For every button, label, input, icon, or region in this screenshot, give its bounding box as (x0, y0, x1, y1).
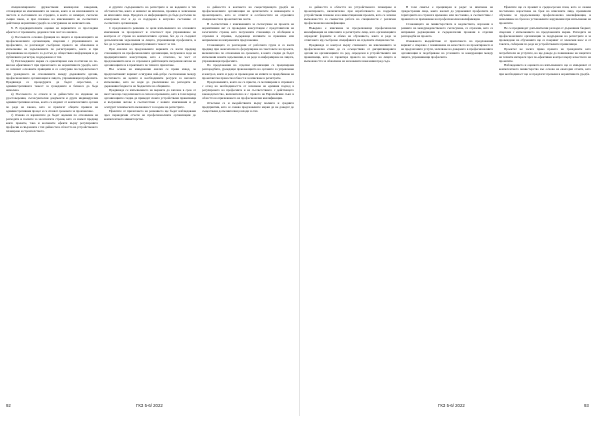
paragraph: Очакваното въздействие от прилагането на предложения вариант е свързано с повишаване на качеството на проектирането и на предлаганите услуги, засилване на доверието в професионалните организации и подобряване на условията за конкуренция между лицата, упражняващи професията. (401, 38, 493, 59)
paragraph: Не се предвиждат допълнителни разходи от държавния бюджет, свързани с изпълнението на предложените мерки. Разходите на професионалните организации за поддържане на регистрите и за провеждане на обученията ще се покриват от членския внос и от таксите, събирани по реда на устройствените правилници. (499, 25, 591, 47)
paragraph: г) Очаква се вариантите да бъдат оценени по отношение на разходите и ползите за засегнатите страни, като се вземат предвид както преките, така и косвените ефекти върху регулираните професии и свързаните с тях дейности в областта на устройственото планиране и строителството. (6, 113, 98, 134)
paragraph: б) Разглежданите мерки са ориентирани към постигане на по-висока ефективност при прилагането на нормативната уредба, като се запазват основните принципи и се осигурява последователност при уреждането на отношенията между държавните органи, професионалните организации и лицата, упражняващи професията. Предвижда се процедурите да бъдат опростени, а административната тежест за гражданите и бизнеса да бъде намалена. (6, 59, 98, 92)
paragraph: 8. В предварителните оценки на вариантите се проследява ефектът от промените, дадени в тази част на анализа. (6, 25, 98, 34)
left-page-number: 92 (6, 403, 11, 408)
paragraph: а) Посочената основна функция на лицата и правомощията на професионалните организации, свързани с упражняването на професиите, се разглеждат съобразно правото на обжалване и изпълнение на задълженията по регистрацията, както и при упражняване на правото за достъп до обществена информация и до публичните регистри, поддържани от тях. (6, 34, 98, 59)
paragraph: Въведено е изискване за продължаваща професионална квалификация на вписаните в регистрите лица, като организациите определят формите и обема на обучението, както и реда за отчитането му, съобразно спецификата на отделните специалности. (304, 25, 396, 42)
left-page-column-3 (202, 5, 294, 397)
left-footer-journal: ГКЗ 5-6/ 2022 (136, 403, 163, 408)
right-page-number: 93 (584, 403, 589, 408)
paragraph: специализираните дружествени книжарски заведения, отговарящи на изискванията на закона, както и на изискванията за чистота и състоянието на сградите, в които се намират, съгласно същия закон, и при спазване на изискванията на съответната действаща нормативна уредба за осигуряване на наличието им. (6, 5, 98, 26)
paragraph: Наблюдението и оценката на изпълнението ще се извършват от компетентното министерство въз основа на ежегодни отчети, като при необходимост ще се предлагат промени в нормативната уредба. (499, 63, 591, 76)
left-page-column-1 (6, 5, 98, 397)
paragraph: В този смисъл е прецизиран и редът за вписване на чуждестранни лица, които желаят да упражняват професията на територията на страната временно или постоянно, в съответствие с правилата за признаване на професионални квалификации. (401, 5, 493, 22)
paragraph: По предложения на отделни организации са прецизирани разпоредбите, уреждащи правомощията на органите за управление и контрол, както и реда за провеждане на изпити за придобиване на проектантска правоспособност и за вписване в регистрите. (202, 63, 294, 80)
right-page-column-3 (499, 5, 591, 397)
paragraph: Предвижда се изпълнението на мерките да започне в срок от шест месеца след влизането в сила на промените, като в този период организациите следва да приведат своите устройствени правилници и вътрешни актове в съответствие с новите изисквания и да осигурят техническата възможност за водене на регистрите. (104, 88, 196, 109)
page-divider (299, 8, 300, 416)
paragraph: Становищата на министерствата и ведомствата, изразени в рамките на междуведомственото съгласуване, са отразени, като са направени редакционни и съдържателни промени в отделни разпоредби на проекта. (401, 21, 493, 38)
paragraph: за дейността в контекста на съществуващата уредба на професионалните организации на архитектите и инженерите в проектирането, като се отчитат и особеностите на отделните специалности и проектантски части. (202, 5, 294, 22)
paragraph: Становищата са разгледани от работната група и са взети предвид при окончателното формулиране на текстовете на проекта, включително по отношение на сроковете, в които следва да бъдат изпълнени новите задължения, и на реда за информиране на лицата, упражняващи професията. (202, 42, 294, 63)
right-footer-journal: ГКЗ 5-6/ 2022 (438, 403, 465, 408)
paragraph: в) Посоченото се отнася и за дейностите по издаване на удостоверения, съгласувателни документи и други индивидуални административни актове, които се издават от компетентните органи по реда на закона, като се прилагат общите правила на административния процес и се спазват сроковете за произнасяне. (6, 92, 98, 113)
paragraph: Проектът не засяга пряко правата на гражданите като потребители на услугите, но ще доведе до повишаване на защитата на техните интереси чрез по-ефективен контрол върху качеството на проектите. (499, 46, 591, 63)
paragraph: С предложеното решение се цели изпълнението на основните изисквания за прозрачност и отчетност при упражняване на контрола от страна на компетентните органи, без да се създават допълнителни задължения за лицата, упражняващи професията, и без да се увеличава административната тежест за тях. (104, 25, 196, 47)
paragraph: Предложенията, които не са приети, са мотивирани в справката с оглед на необходимостта от запазване на единния подход в регулирането на професиите и на съответствието с действащото законодателство, включително и с правото на Европейския съюз в областта на признаването на професионални квалификации. (202, 80, 294, 101)
paragraph: Ефектите ще се проявят в средносрочен план, като се очаква постепенно нарастване на броя на вписаните лица, преминали обучение за продължаваща професионална квалификация, и намаляване на броя на установените нарушения при изпълнение на проектите. (499, 5, 591, 26)
left-page-column-2 (104, 5, 196, 397)
paragraph: и другите съдържанието на регистрите и на водените в тях обстоятелства, както и начинът на вписване, промяна и заличаване на вписаните лица. Предлага се информацията да бъде достъпна по електронен път и да се поддържа в актуално състояние от съответната организация. (104, 5, 196, 26)
paragraph: Въз основа на извършения анализ се прави извод, че предпочитаният вариант осигурява най-добро съотношение между постигането на целите и необходимите ресурси за неговото изпълнение, като не води до увеличаване на разходите на държавния бюджет и на бюджетите на общините. (104, 67, 196, 88)
paragraph: Ефектите от прилагането на решението ще бъдат наблюдавани чрез периодични отчети на професионалните организации до компетентното министерство. (104, 109, 196, 122)
right-page-column-1 (304, 5, 396, 397)
paragraph: В съответствие с изискванията за съгласуване на проекта на нормативния акт са проведени консултации с представители на засегнатите страни, като получените становища са обобщени и отразени в справка, съдържаща мотивите за приемане или неприемане на направените предложения. (202, 21, 294, 42)
right-page-column-2 (401, 5, 493, 397)
paragraph: Предвижда се контрол върху спазването на изискванията за професионална етика да се осъществява от дисциплинарните органи на организациите по ред, определен в устройствените им правилници, като се гарантира правото на защита на лицата и възможността за обжалване на наложените наказания пред съда. (304, 42, 396, 63)
paragraph: за дейността в областта на устройственото планиране и проектирането, включително при изработването на подробни устройствени планове и на инвестиционни проекти, като се запазва възможността за съвместна работа на специалисти с различна професионална квалификация. (304, 5, 396, 26)
paragraph: Отчетени са и въздействията върху малките и средните предприятия, като се очаква предложените мерки да не доведат до съществени допълнителни разходи за тях. (202, 101, 294, 114)
paragraph: При анализа на предложените варианти са взети предвид становищата на професионалните организации, получени в хода на предварителните консултации, като е отчетено, че част от предложенията вече са отразени в действащите вътрешни актове на организациите и в практиката по тяхното прилагане. (104, 46, 196, 67)
